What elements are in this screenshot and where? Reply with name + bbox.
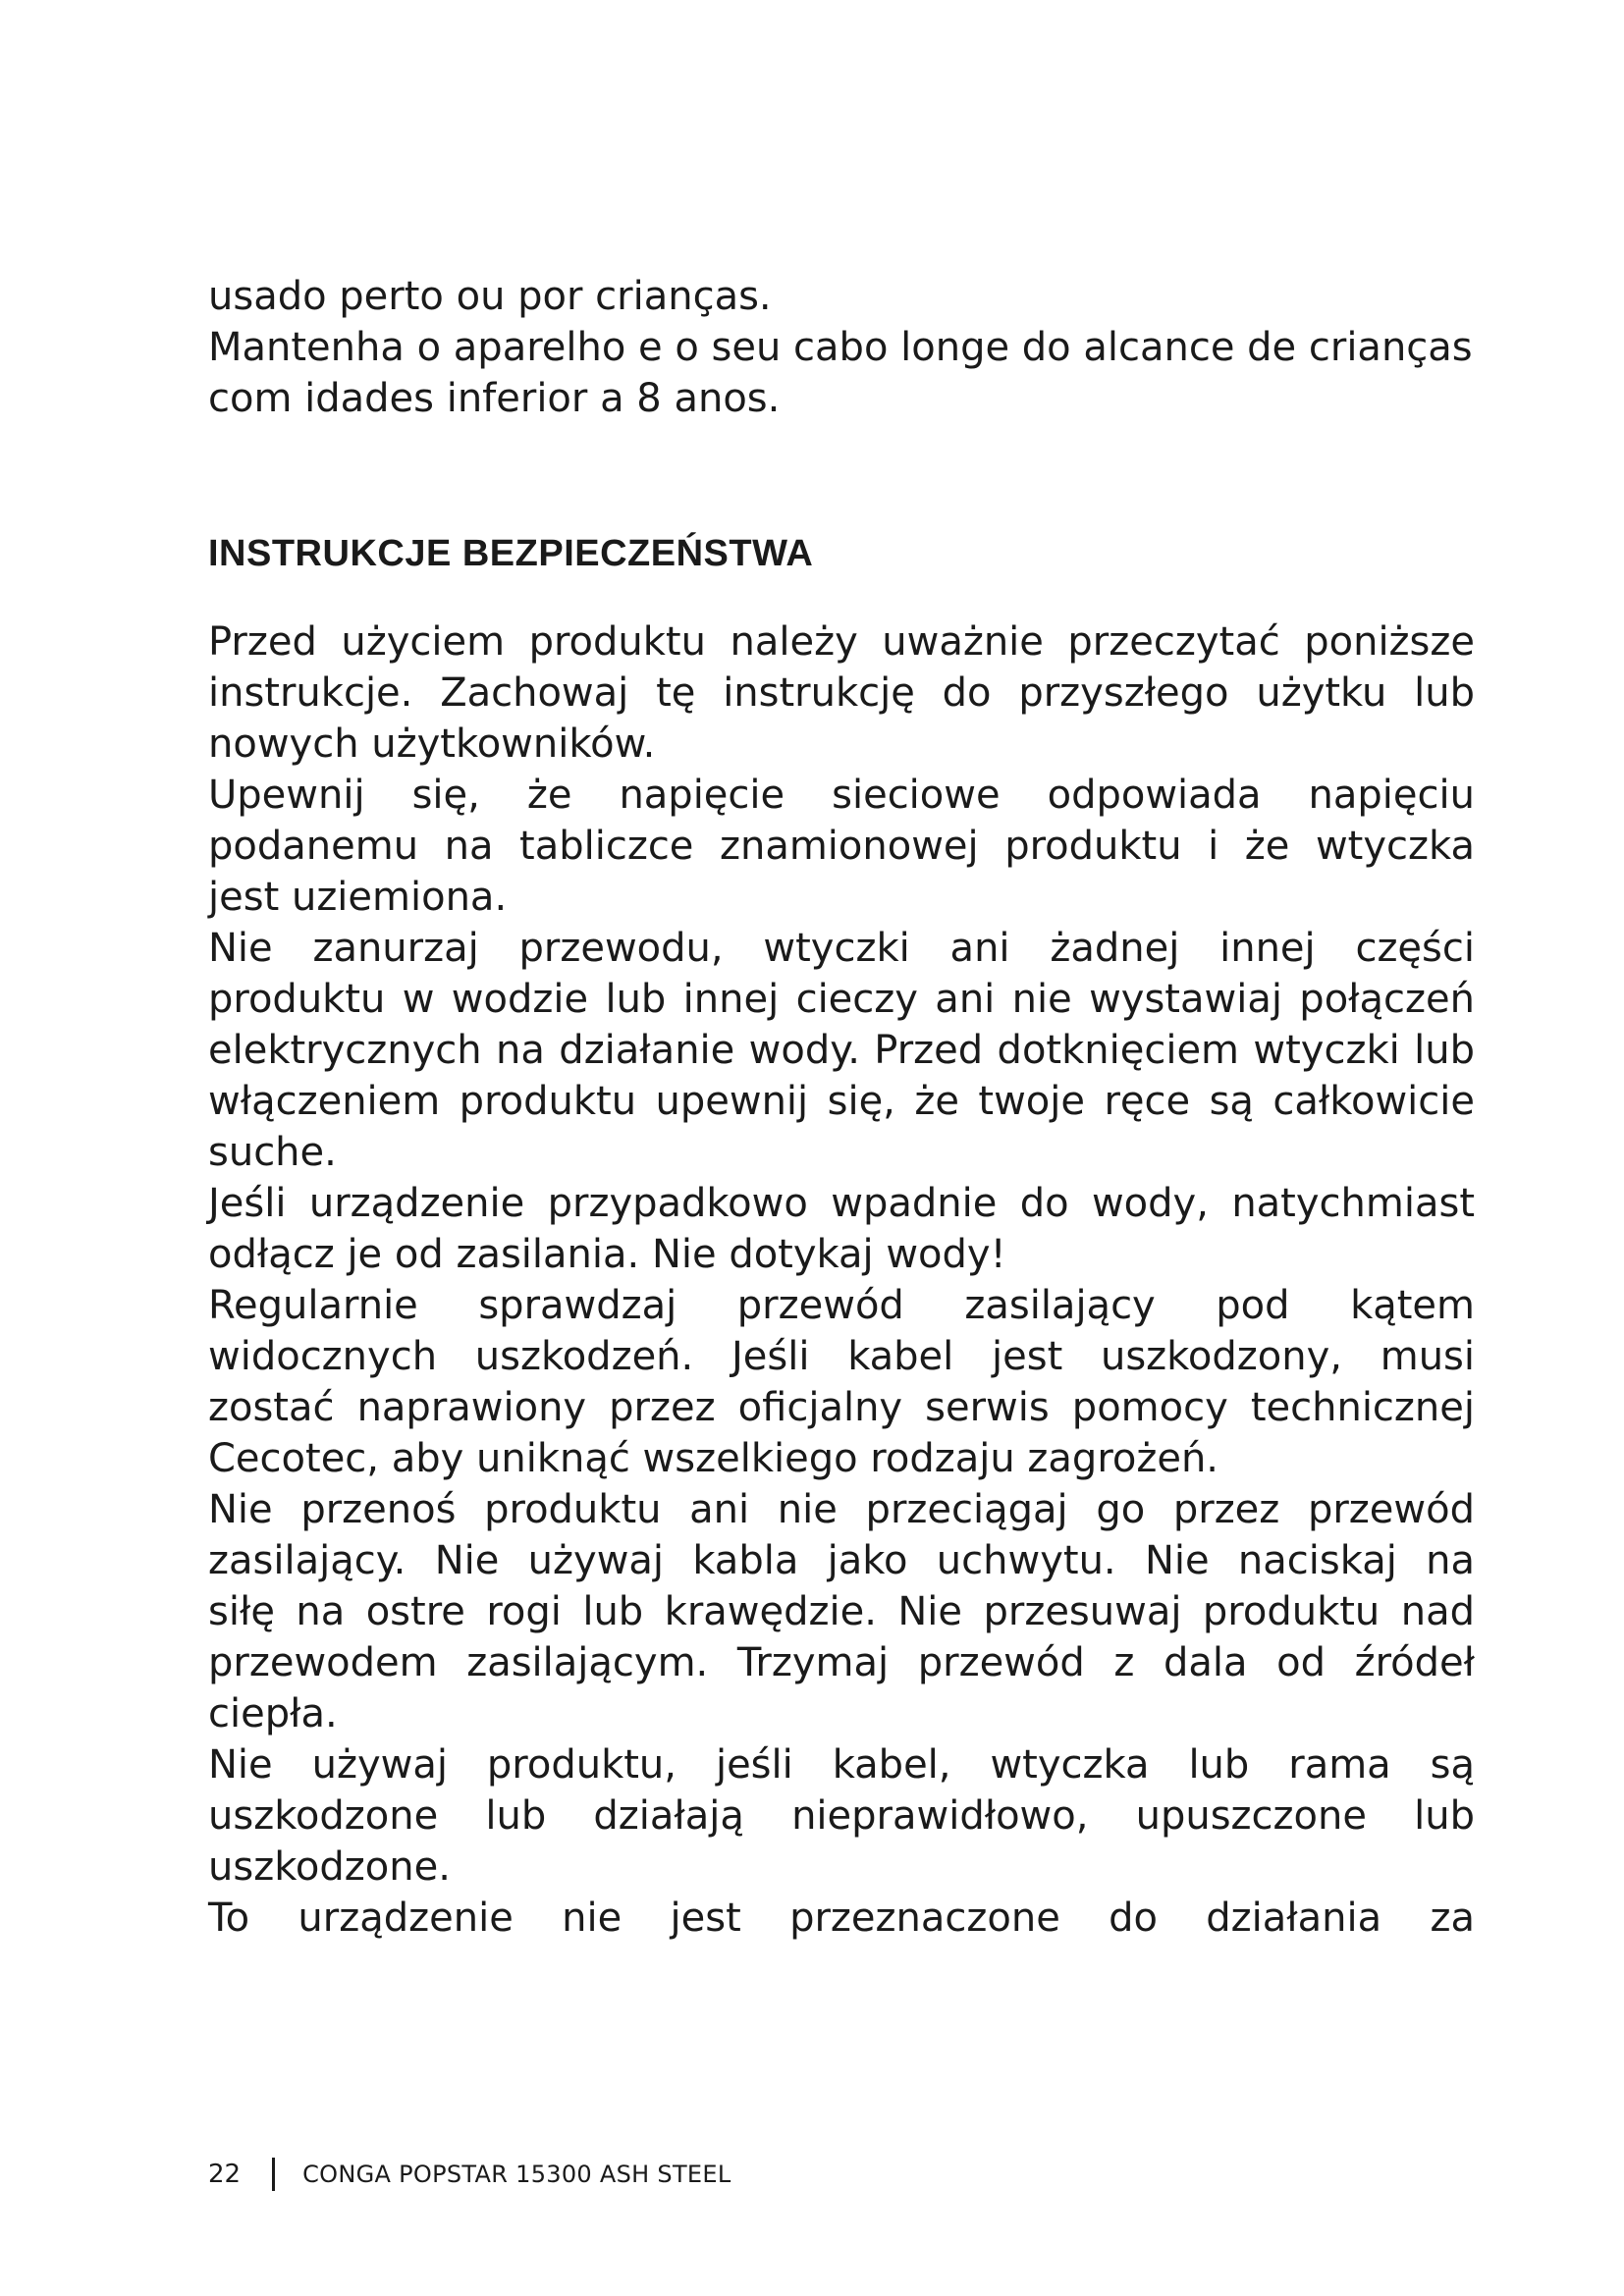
intro-line: com idades inferior a 8 anos. — [208, 376, 781, 421]
body-line: odłącz je od zasilania. Nie dotykaj wody! — [208, 1232, 1006, 1277]
body-line: nowych użytkowników. — [208, 721, 656, 767]
page-content — [208, 271, 1475, 1944]
intro-paragraph — [208, 271, 1475, 424]
body-line: suche. — [208, 1130, 337, 1175]
body-line: To urządzenie nie jest przeznaczone do działania za — [208, 1896, 1475, 1941]
body-line: Przed użyciem produktu należy uważnie przeczytać poniższe — [208, 619, 1475, 665]
body-line: uszkodzone. — [208, 1844, 451, 1890]
body-line: Regularnie sprawdzaj przewód zasilający pod kątem — [208, 1283, 1475, 1328]
page-footer — [208, 2155, 731, 2194]
body-line: produktu w wodzie lub innej cieczy ani nie wystawiaj połączeń — [208, 977, 1475, 1022]
section-heading: INSTRUKCJE BEZPIECZEŃSTWA — [208, 533, 814, 574]
body-line: ciepła. — [208, 1691, 338, 1736]
body-line: siłę na ostre rogi lub krawędzie. Nie przesuwaj produktu nad — [208, 1589, 1475, 1634]
body-line: przewodem zasilającym. Trzymaj przewód z dala od źródeł — [208, 1640, 1475, 1685]
body-line: Jeśli urządzenie przypadkowo wpadnie do wody, natychmiast — [208, 1181, 1475, 1226]
body-line: Nie używaj produktu, jeśli kabel, wtyczka lub rama są — [208, 1742, 1475, 1788]
body-line: zasilający. Nie używaj kabla jako uchwytu. Nie naciskaj na — [208, 1538, 1475, 1583]
body-line: zostać naprawiony przez oficjalny serwis pomocy technicznej — [208, 1385, 1475, 1430]
intro-line: usado perto ou por crianças. — [208, 274, 772, 319]
footer-divider — [272, 2158, 275, 2191]
body-line: instrukcje. Zachowaj tę instrukcję do przyszłego użytku lub — [208, 670, 1475, 716]
footer-product-name: CONGA POPSTAR 15300 ASH STEEL — [302, 2161, 731, 2188]
body-line: Nie zanurzaj przewodu, wtyczki ani żadnej innej części — [208, 926, 1475, 971]
body-line: podanemu na tabliczce znamionowej produktu i że wtyczka — [208, 824, 1475, 869]
body-line: Upewnij się, że napięcie sieciowe odpowiada napięciu — [208, 773, 1475, 818]
safety-instructions-body — [208, 616, 1475, 1944]
body-line: widocznych uszkodzeń. Jeśli kabel jest uszkodzony, musi — [208, 1334, 1475, 1379]
intro-line: Mantenha o aparelho e o seu cabo longe do alcance de crianças — [208, 325, 1473, 370]
body-line: Cecotec, aby uniknąć wszelkiego rodzaju zagrożeń. — [208, 1436, 1219, 1481]
body-line: uszkodzone lub działają nieprawidłowo, upuszczone lub — [208, 1793, 1475, 1839]
body-line: elektrycznych na działanie wody. Przed dotknięciem wtyczki lub — [208, 1028, 1475, 1073]
body-line: Nie przenoś produktu ani nie przeciągaj go przez przewód — [208, 1487, 1475, 1532]
page-number: 22 — [208, 2160, 242, 2189]
body-line: włączeniem produktu upewnij się, że twoje ręce są całkowicie — [208, 1079, 1475, 1124]
body-line: jest uziemiona. — [208, 875, 508, 920]
